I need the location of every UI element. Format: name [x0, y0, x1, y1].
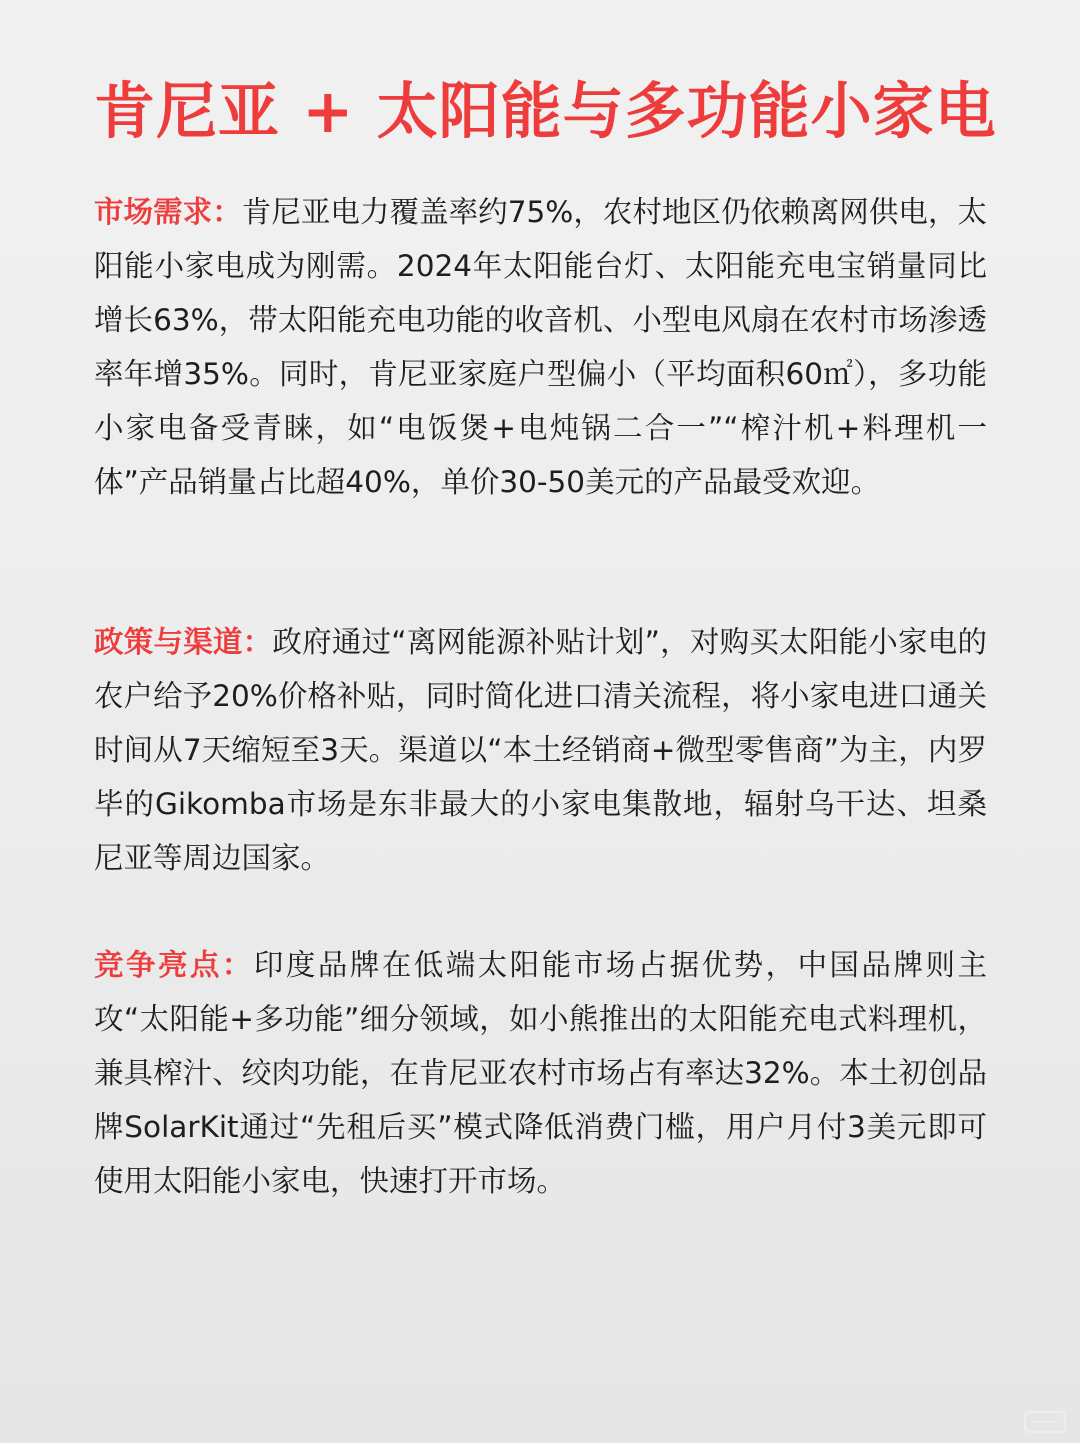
section-policy-channels: [94, 615, 987, 885]
section-body-policy-channels: 政府通过“离网能源补贴计划”，对购买太阳能小家电的农户给予20%价格补贴，同时简化进口清关流程，将小家电进口通关时间从7天缩短至3天。渠道以“本土经销商+微型零售商”为主，内罗毕的Gikomba市场是东非最大的小家电集散地，辐射乌干达、坦桑尼亚等周边国家。: [94, 625, 987, 875]
section-body-competition: 印度品牌在低端太阳能市场占据优势，中国品牌则主攻“太阳能+多功能”细分领域，如小熊推出的太阳能充电式料理机，兼具榨汁、绞肉功能，在肯尼亚农村市场占有率达32%。本土初创品牌SolarKit通过“先租后买”模式降低消费门槛，用户月付3美元即可使用太阳能小家电，快速打开市场。: [94, 948, 987, 1198]
watermark-icon: [1024, 1411, 1066, 1433]
section-label-market-demand: 市场需求：: [94, 195, 242, 229]
section-label-competition: 竞争亮点：: [94, 948, 254, 982]
page-title: 肯尼亚 + 太阳能与多功能小家电: [94, 76, 997, 147]
section-label-policy-channels: 政策与渠道：: [94, 625, 273, 659]
section-market-demand: [94, 185, 987, 509]
section-body-market-demand: 肯尼亚电力覆盖率约75%，农村地区仍依赖离网供电，太阳能小家电成为刚需。2024年太阳能台灯、太阳能充电宝销量同比增长63%，带太阳能充电功能的收音机、小型电风扇在农村市场渗透率年增35%。同时，肯尼亚家庭户型偏小（平均面积60㎡），多功能小家电备受青睐，如“电饭煲+电炖锅二合一”“榨汁机+料理机一体”产品销量占比超40%，单价30-50美元的产品最受欢迎。: [94, 195, 987, 499]
section-competition: [94, 938, 987, 1208]
